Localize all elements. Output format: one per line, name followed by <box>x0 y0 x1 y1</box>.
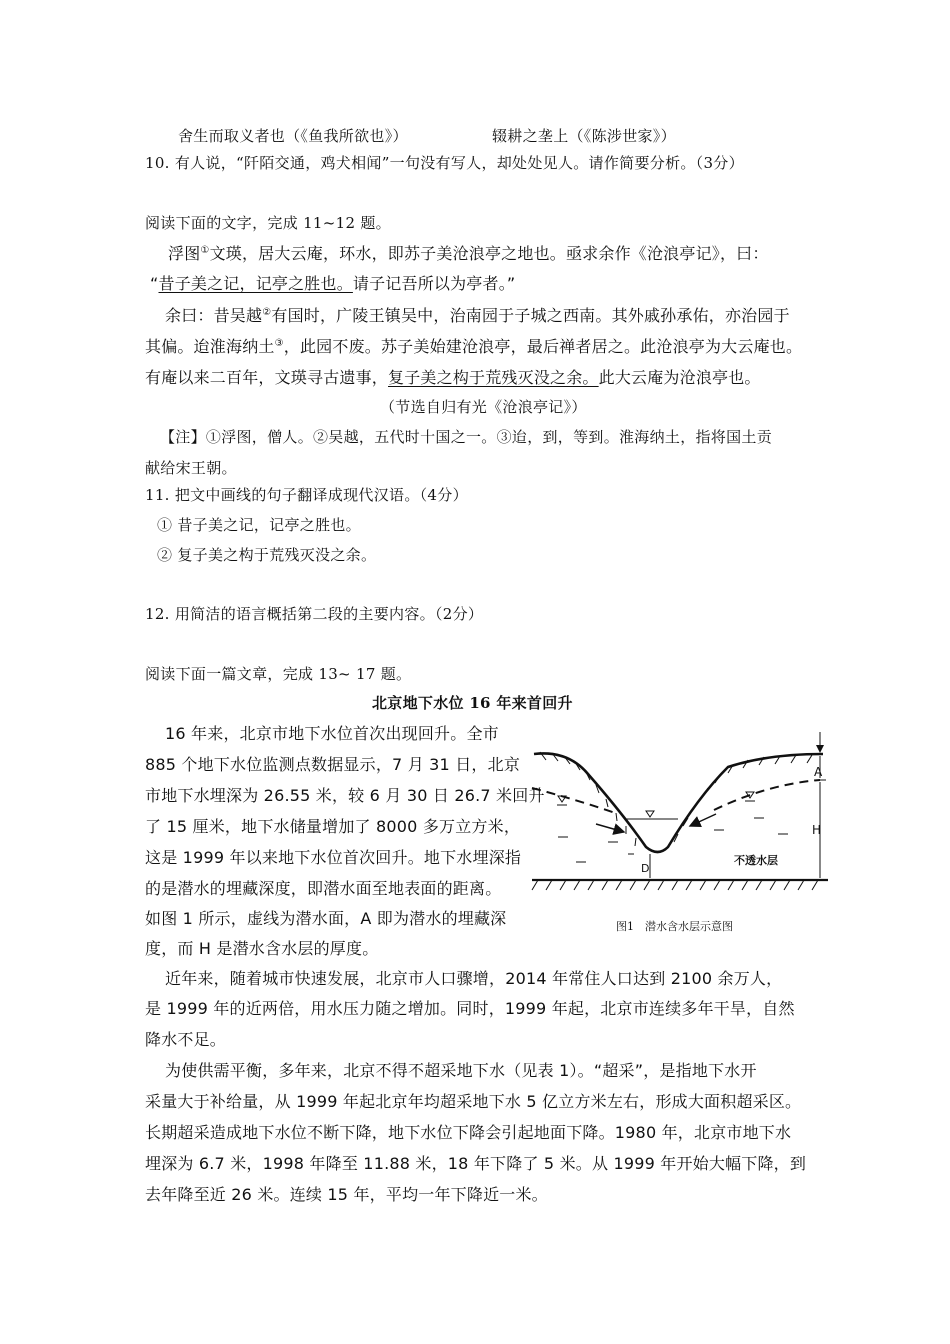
article-p3-line4: 埋深为 6.7 米，1998 年降至 11.88 米，18 年下降了 5 米。从 1999 年开始大幅下降，到 <box>145 1154 807 1173</box>
question-11-sentence-2: ② 复子美之构于荒残灭没之余。 <box>157 546 377 564</box>
article-p1-line6: 的是潜水的埋藏深度，即潜水面至地表面的距离。 <box>145 879 502 898</box>
underlined-sentence-1: 昔子美之记，记亭之胜也。 <box>158 274 353 293</box>
figure-caption: 图1 潜水含水层示意图 <box>616 920 733 933</box>
underlined-sentence-2: 复子美之构于荒残灭没之余。 <box>388 368 599 387</box>
footnote-mark-1: ① <box>200 245 210 256</box>
question-10: 10. 有人说，“阡陌交通，鸡犬相闻”一句没有写人，却处处见人。请作简要分析。（3分） <box>145 154 744 172</box>
label-h: H <box>812 823 822 837</box>
article-p3-line5: 去年降至近 26 米。连续 15 年，平均一年下降近一米。 <box>145 1185 548 1204</box>
article-p3-line1: 为使供需平衡，多年来，北京不得不超采地下水（见表 1）。“超采”，是指地下水开 <box>165 1061 757 1080</box>
passage-p2-line2: 其偏。迨淮海纳土③，此园不废。苏子美始建沧浪亭，最后禅者居之。此沧浪亭为大云庵也。 <box>145 337 803 356</box>
passage-p2-line1: 余曰：昔吴越②有国时，广陵王镇吴中，治南园于子城之西南。其外戚孙承佑，亦治园于 <box>165 306 790 325</box>
article-p1-line4: 了 15 厘米，地下水储量增加了 8000 多万立方米， <box>145 817 521 836</box>
flow-arrow-right <box>690 814 716 826</box>
article-p1-line5: 这是 1999 年以来地下水位首次回升。地下水埋深指 <box>145 848 522 867</box>
article-title: 北京地下水位 16 年来首回升 <box>372 694 573 712</box>
passage-p2-line3: 有庵以来二百年，文瑛寻古遗事，复子美之构于荒残灭没之余。此大云庵为沧浪亭也。 <box>145 368 761 387</box>
annotation-line2: 献给宋王朝。 <box>145 459 237 477</box>
annotation-line1: 【注】①浮图，僧人。②吴越，五代时十国之一。③迨，到，等到。淮海纳土，指将国土贡 <box>160 428 773 446</box>
article-p2-line2: 是 1999 年的近两倍，用水压力随之增加。同时，1999 年起，北京市连续多年干旱，自然 <box>145 999 795 1018</box>
aquifer-figure <box>528 722 838 942</box>
article-p1-line2: 885 个地下水位监测点数据显示，7 月 31 日，北京 <box>145 755 521 774</box>
article-p3-line2: 采量大于补给量，从 1999 年起北京年均超采地下水 5 亿立方米左右，形成大面积超采区。 <box>145 1092 802 1111</box>
article-p1-line8: 度，而 H 是潜水含水层的厚度。 <box>145 939 379 958</box>
label-a: A <box>814 765 823 779</box>
question-11-sentence-1: ① 昔子美之记，记亭之胜也。 <box>157 516 361 534</box>
article-p1-line3: 市地下水埋深为 26.55 米，较 6 月 30 日 26.7 米回升 <box>145 786 545 805</box>
water-table <box>532 780 820 814</box>
question-11: 11. 把文中画线的句子翻译成现代汉语。（4分） <box>145 486 468 504</box>
article-p1-line7: 如图 1 所示，虚线为潜水面，A 即为潜水的埋藏深 <box>145 909 507 928</box>
question-12: 12. 用简洁的语言概括第二段的主要内容。（2分） <box>145 605 484 623</box>
footnote-mark-2: ② <box>262 307 272 318</box>
base-hatching <box>532 880 818 890</box>
water-level-symbol <box>557 792 755 817</box>
flow-arrow-left <box>596 824 624 832</box>
section-intro-11-12: 阅读下面的文字，完成 11~12 题。 <box>145 214 391 232</box>
label-d: D <box>641 862 650 875</box>
aquifer-diagram <box>528 722 838 942</box>
article-p2-line1: 近年来，随着城市快速发展，北京市人口骤增，2014 年常住人口达到 2100 余万人， <box>165 969 783 988</box>
passage-source: （节选自归有光《沧浪亭记》） <box>380 398 587 416</box>
q9-item-a: 舍生而取义者也（《鱼我所欲也》） <box>178 127 408 145</box>
passage-p1-line1: 浮图①文瑛，居大云庵，环水，即苏子美沧浪亭之地也。亟求余作《沧浪亭记》，曰： <box>168 244 769 263</box>
article-p3-line3: 长期超采造成地下水位不断下降，地下水位下降会引起地面下降。1980 年，北京市地下水 <box>145 1123 792 1142</box>
q9-item-b: 辍耕之垄上（《陈涉世家》） <box>492 127 676 145</box>
article-p1-line1: 16 年来，北京市地下水位首次出现回升。全市 <box>165 724 499 743</box>
footnote-mark-3: ③ <box>274 338 284 349</box>
passage-p1-line2: “昔子美之记，记亭之胜也。请子记吾所以为亭者。” <box>150 274 516 293</box>
section-intro-13-17: 阅读下面一篇文章，完成 13~ 17 题。 <box>145 665 412 683</box>
ground-surface <box>534 753 823 852</box>
article-p2-line3: 降水不足。 <box>145 1030 227 1049</box>
label-impermeable: 不透水层 <box>734 854 778 867</box>
